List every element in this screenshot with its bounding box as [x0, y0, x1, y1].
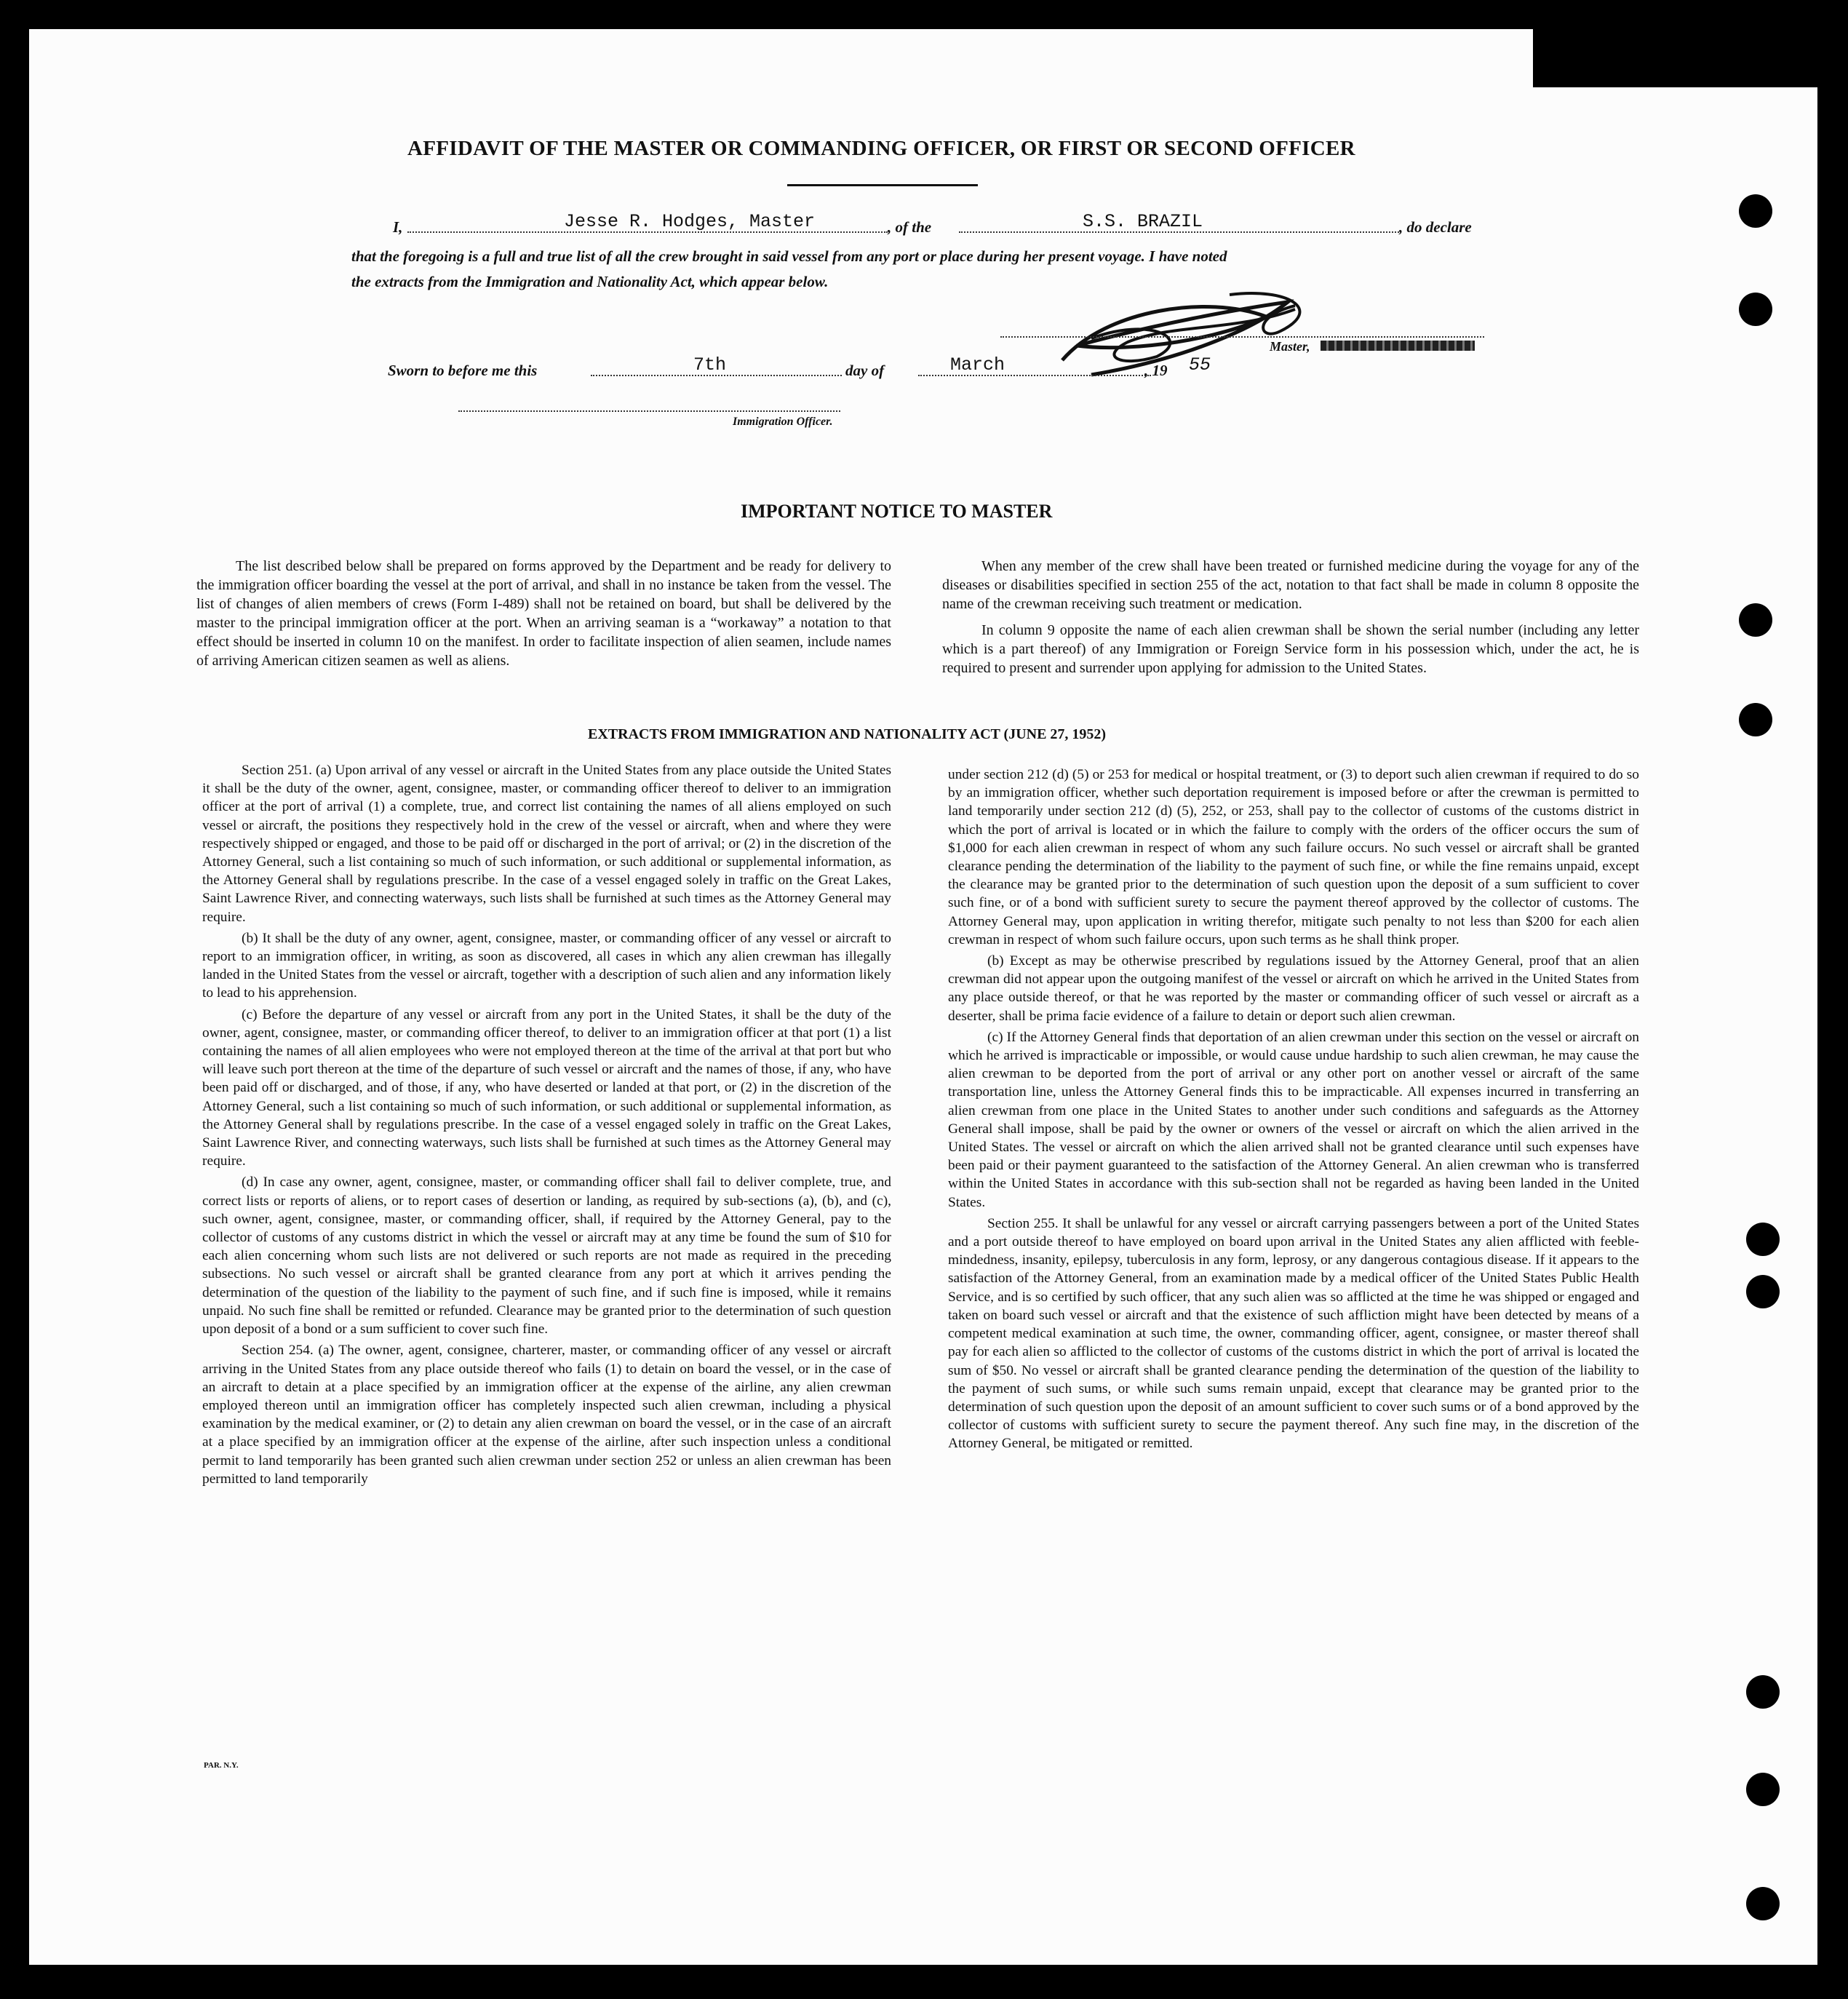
do-declare-label: , do declare: [1399, 218, 1472, 236]
of-the-label: , of the: [888, 218, 932, 236]
notice-right-column: [942, 557, 1639, 680]
master-label: Master,: [1270, 339, 1310, 354]
punch-hole: [1739, 603, 1772, 637]
sworn-day: 7th: [693, 354, 727, 375]
sworn-label: Sworn to before me this: [388, 362, 538, 379]
punch-hole: [1746, 1887, 1780, 1920]
notice-right-paragraph-2: In column 9 opposite the name of each alien crewman shall be shown the serial number (including any letter which is a part thereof) of any Immigration or Foreign Service form in his possession which, under the act, he is required to present and surrender upon applying for admission to the United States.: [942, 622, 1639, 676]
punch-hole: [1739, 703, 1772, 736]
notice-right-paragraph-1: When any member of the crew shall have been treated or furnished medicine during the voyage for any of the diseases or disabilities specified in section 255 of the act, notation to that fact shall be made in column 8 opposite the name of the crewman receiving such treatment or medication.: [942, 558, 1639, 612]
notice-left-paragraph: The list described below shall be prepared on forms approved by the Department and be ready for delivery to the immigration officer boarding the vessel at the port of arrival, and shall in no instance be taken from the vessel. The list of changes of alien members of crews (Form I-489) shall not be retained on board, but shall be delivered by the master to the principal immigration officer at the port. When an arriving seaman is a “workaway” a notation to that effect should be inserted in column 10 on the manifest. In order to facilitate inspection of alien seamen, include names of arriving American citizen seamen as well as aliens.: [196, 558, 891, 669]
punch-hole: [1746, 1773, 1780, 1806]
sworn-year: 55: [1189, 354, 1211, 375]
section-251-a: Section 251. (a) Upon arrival of any vessel or aircraft in the United States from any place outside the United States it shall be the duty of the owner, agent, consignee, master, or commanding officer thereof to deliver to an immigration officer at the port of arrival (1) a complete, true, and correct list containing the names of all aliens employed on such vessel or aircraft, the positions they respectively hold in the crew of the vessel or aircraft, when and where they were respectively shipped or engaged, and those to be paid off or discharged in the port of arrival; or (2) in the discretion of the Attorney General, such a list containing so much of such information, or such additional or supplemental information, as the Attorney General shall by regulations prescribe. In the case of a vessel engaged solely in traffic on the Great Lakes, Saint Lawrence River, and connecting waterways, such lists shall be furnished at such times as the Attorney General may require.: [202, 763, 891, 925]
affidavit-title: AFFIDAVIT OF THE MASTER OR COMMANDING OFFICER, OR FIRST OR SECOND OFFICER: [407, 137, 1355, 160]
section-254-a-continued: under section 212 (d) (5) or 253 for medical or hospital treatment, or (3) to deport such alien crewman if required to do so by an immigration officer, whether such deportation requirement is imposed before or after the crewman is permitted to land temporarily under section 212 (d) (5), 252, or 253, shall pay to the collector of customs of the customs district in which the port of arrival is located or in which the failure to comply with the orders of the officer occurs the sum of $1,000 for each alien crewman in respect of whom any such failure occurs. No such vessel or aircraft shall be granted clearance pending the determination of the liability to the payment of such fine, or while the fine remains unpaid, except the clearance may be granted prior to the determination of such question upon the deposit of a sum sufficient to cover such fine, or of a bond with sufficient surety to secure the payment thereof approved by the collector of customs. The Attorney General may, upon application in writing therefor, mitigate such penalty to not less than $200 for each alien crewman in respect of whom such failure occurs, upon such terms as he shall think proper.: [948, 767, 1639, 947]
extracts-title: EXTRACTS FROM IMMIGRATION AND NATIONALITY ACT (JUNE 27, 1952): [588, 726, 1107, 742]
section-251-d: (d) In case any owner, agent, consignee, master, or commanding officer shall fail to deliver complete, true, and correct lists or reports of aliens, or to report cases of desertion or landing, as required by sub-sections (a), (b), and (c), such owner, agent, consignee, master, or commanding officer, shall, if required by the Attorney General, pay to the collector of customs of any customs district in which the vessel or aircraft may at any time be found the sum of $10 for each alien concerning whom such lists are not delivered or such reports are not made as required in the preceding subsections. No such vessel or aircraft shall be granted clearance from any port at which it arrives pending the determination of the question of the liability to the payment of such fine, and if such fine is imposed, while it remains unpaid. No such fine shall be remitted or refunded. Clearance may be granted prior to the determination of such question upon deposit of a bond or a sum sufficient to cover such fine.: [202, 1175, 891, 1338]
declarant-name: Jesse R. Hodges, Master: [564, 211, 816, 232]
notice-title: IMPORTANT NOTICE TO MASTER: [741, 501, 1053, 522]
immigration-officer-label: Immigration Officer.: [733, 416, 833, 428]
extracts-right-column: [948, 766, 1639, 1456]
declaration-line-1: that the foregoing is a full and true list of all the crew brought in said vessel from any port or place during her present voyage. I have noted: [351, 247, 1227, 265]
struck-out-text: [1321, 341, 1475, 351]
sworn-month: March: [950, 354, 1005, 375]
punch-hole: [1739, 194, 1772, 228]
punch-hole: [1746, 1223, 1780, 1256]
vessel-name: S.S. BRAZIL: [1083, 211, 1203, 232]
section-251-c: (c) Before the departure of any vessel or aircraft from any port in the United States, it shall be the duty of the owner, agent, consignee, master, or commanding officer thereof, to deliver to an immigration officer at that port (1) a list containing the names of all alien employees who were not employed thereon at the time of the arrival at that port but who will leave such port thereon at the time of the departure of such vessel or aircraft and the names of those, if any, who have been paid off or discharged, and of those, if any, who have deserted or landed at that port, or (2) in the discretion of the Attorney General, such a list containing so much of such information, or such additional or supplemental information, as the Attorney General shall by regulations prescribe. In the case of a vessel engaged solely in traffic on the Great Lakes, Saint Lawrence River, and connecting waterways, such lists shall be furnished at such times as the Attorney General may require.: [202, 1006, 891, 1169]
section-254-c: (c) If the Attorney General finds that deportation of an alien crewman under this section on the vessel or aircraft on which he arrived is impracticable or impossible, or would cause undue hardship to such alien crewman, he may cause the alien crewman to be deported from the port of arrival or any other port on another vessel or aircraft of the same transportation line, unless the Attorney General finds this to be impracticable. All expenses incurred in transferring an alien crewman from one place in the United States to another under such conditions and safeguards as the Attorney General shall impose, shall be paid by the owner or owners of the vessel or aircraft on which the alien arrived in the United States. The vessel or aircraft on which the alien arrived shall not be granted clearance until such expenses have been paid or their payment guaranteed to the satisfaction of the Attorney General. An alien crewman who is transferred within the United States in accordance with this sub-section shall not be regarded as having been landed in the United States.: [948, 1029, 1639, 1210]
section-254-b: (b) Except as may be otherwise prescribed by regulations issued by the Attorney General, proof that an alien crewman did not appear upon the outgoing manifest of the vessel or aircraft on which he arrived in the United States from any place outside thereof, or that he was reported by the master or commanding officer of such vessel or aircraft as a deserter, shall be prima facie evidence of a failure to detain or deport such alien crewman.: [948, 953, 1639, 1024]
section-255: Section 255. It shall be unlawful for any vessel or aircraft carrying passengers between a port of the United States and a port outside thereof to have employed on board upon arrival in the United States any alien afflicted with feeble-mindedness, insanity, epilepsy, tuberculosis in any form, leprosy, or any dangerous contagious disease. If it appears to the satisfaction of the Attorney General, from an examination made by a medical officer of the United States Public Health Service, and is so certified by such officer, that any such alien was so afflicted at the time he was shipped or engaged and taken on board such vessel or aircraft and that the existence of such affliction might have been detected by means of a competent medical examination at such time, the owner, commanding officer, agent, consignee, or master thereof shall pay for each alien so afflicted to the collector of customs of the customs district in which the port of arrival is located the sum of $50. No vessel or aircraft shall be granted clearance pending the determination of the question of the liability to the payment of such sums, or while such sums remain unpaid, except that clearance may be granted prior to the determination of such question upon the deposit of an amount sufficient to cover such sums or of a bond approved by the collector of customs with sufficient surety to secure the payment thereof. Any such fine may, in the discretion of the Attorney General, be mitigated or remitted.: [948, 1215, 1639, 1452]
punch-hole: [1739, 293, 1772, 326]
section-251-b: (b) It shall be the duty of any owner, agent, consignee, master, or commanding officer of any vessel or aircraft to report to an immigration officer, in writing, as soon as discovered, all cases in which any alien crewman has illegally landed in the United States from the vessel or aircraft, together with a description of such alien and any information likely to lead to his apprehension.: [202, 930, 891, 1001]
printer-mark: PAR. N.Y.: [204, 1761, 239, 1770]
declaration-line-2: the extracts from the Immigration and Nationality Act, which appear below.: [351, 273, 829, 290]
title-underline: [787, 184, 978, 186]
extracts-left-column: [202, 761, 891, 1491]
section-254-a: Section 254. (a) The owner, agent, consignee, charterer, master, or commanding officer of any vessel or aircraft arriving in the United States from any place outside thereof who fails (1) to detain on board the vessel, or in the case of an aircraft to detain at a place specified by an immigration officer at the expense of the airline, any alien crewman employed thereon until an immigration officer has completely inspected such alien crewman, including a physical examination by the medical examiner, or (2) to detain any alien crewman on board the vessel, or in the case of an aircraft at a place specified by an immigration officer at the expense of the airline, after such inspection unless a conditional permit to land temporarily has been granted such alien crewman under section 252 or unless an alien crewman has been permitted to land temporarily: [202, 1343, 891, 1487]
immigration-officer-line: [458, 410, 840, 412]
i-label: I,: [393, 218, 403, 236]
punch-hole: [1746, 1675, 1780, 1709]
day-of-label: day of: [845, 362, 885, 379]
notice-left-column: [196, 557, 891, 673]
year-prefix: , 19: [1144, 362, 1168, 379]
punch-hole: [1746, 1275, 1780, 1308]
signature-line: [1000, 336, 1484, 338]
